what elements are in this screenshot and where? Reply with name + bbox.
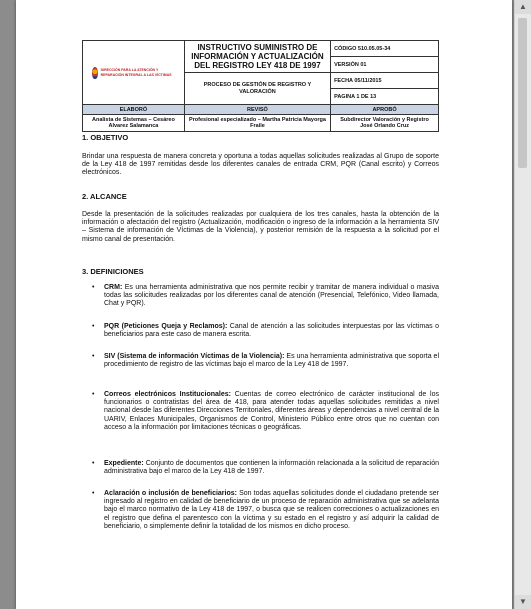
vertical-scrollbar[interactable] [514, 0, 531, 609]
definition-item [92, 490, 439, 531]
definition-item [92, 323, 439, 339]
document-code: CÓDIGO 510.05.05-34 [331, 41, 439, 57]
aprobo-header: APROBÓ [331, 105, 439, 115]
definition-term: Correos electrónicos Institucionales: [104, 391, 231, 398]
definition-text: Es una herramienta administrativa que nos permite recibir y tramitar de manera individual o masiva todas las solicitudes realizadas por los diferentes canal de atención (Presencial, Telefónico, Video llamada, Chat y PQR). [104, 284, 439, 308]
coat-of-arms-icon [92, 67, 98, 79]
logo-text: DIRECCIÓN PARA LA ATENCIÓN Y REPARACIÓN INTEGRAL A LAS VÍCTIMAS [100, 68, 172, 77]
document-title: INSTRUCTIVO SUMINISTRO DE INFORMACIÓN Y ACTUALIZACIÓN DEL REGISTRO LEY 418 DE 1997 [184, 41, 330, 73]
definition-text: Es una herramienta administrativa que soporta el procedimiento de registro de las víctimas bajo el marco de la Ley 418 de 1997. [104, 353, 439, 369]
header-table [82, 40, 439, 132]
page-number: PAGINA 1 DE 13 [331, 89, 439, 105]
elaboro-value: Analista de Sistemas – Cesáreo Alvarez Salamanca [83, 115, 185, 132]
process-name: PROCESO DE GESTIÓN DE REGISTRO Y VALORACIÓN [184, 73, 330, 105]
scroll-up-icon[interactable]: ▲ [515, 0, 531, 14]
bullet-icon: • [92, 284, 95, 291]
definition-text: Conjunto de documentos que contienen la información relacionada a la solicitud de reparación administrativa bajo el marco de la Ley 418 de 1997. [104, 460, 439, 476]
aprobo-value: Subdirector Valoración y Registro José Orlando Cruz [331, 115, 439, 132]
bullet-icon: • [92, 323, 95, 330]
scroll-down-icon[interactable]: ▼ [515, 595, 531, 609]
section-objetivo-text: Brindar una respuesta de manera concreta y oportuna a todas aquellas solicitudes realizadas al Grupo de soporte de la Ley 418 de 1997 remitidas desde los diferentes canales de entrada CRM, PQR (Canal escrito) y Correos electrónicos. [82, 153, 439, 177]
document-version: VERSIÓN 01 [331, 57, 439, 73]
scrollbar-thumb[interactable] [518, 18, 527, 168]
section-definiciones-title: 3. DEFINICIONES [82, 267, 144, 276]
document-date: FECHA 05/11/2015 [331, 73, 439, 89]
bullet-icon: • [92, 353, 95, 360]
logo-cell [83, 41, 185, 105]
definition-item [92, 391, 440, 432]
definition-term: CRM: [104, 284, 123, 291]
bullet-icon: • [92, 460, 95, 467]
bullet-icon: • [92, 391, 95, 398]
definition-term: SIV (Sistema de información Víctimas de la Violencia): [104, 353, 285, 360]
reviso-header: REVISÓ [184, 105, 330, 115]
definition-term: PQR (Peticiones Queja y Reclamos): [104, 323, 228, 330]
definition-item [92, 353, 439, 369]
definition-item [92, 284, 439, 309]
definition-item [92, 460, 439, 476]
document-page [16, 0, 512, 609]
definition-text: Son todas aquellas solicitudes donde el ciudadano pretende ser ingresado al registro en calidad de beneficiario de un proceso de reparación administrativa que se adelanta bajo el marco normativo de la Ley 418 de 1997, o busca que se realicen correcciones o actualizaciones en el registro que defina el parentesco con la víctima y su estado en el registro y así adquirir la calidad de beneficiario, o simplemente definir la totalidad de los mismos en dicho proceso. [104, 490, 439, 530]
section-objetivo-title: 1. OBJETIVO [82, 133, 129, 142]
definition-term: Expediente: [104, 460, 144, 467]
elaboro-header: ELABORÓ [83, 105, 185, 115]
page-content [82, 40, 440, 530]
section-alcance-text: Desde la presentación de la solicitudes realizadas por cualquiera de los tres canales, hasta la obtención de la información o afectación del registro (Actualización, modificación o ingreso de la información a la herramienta SIV – Sistema de información de Víctimas de la Violencia), y posterior remisión de la respuesta a la solicitud por el mismo canal de presentación. [82, 211, 439, 243]
definition-term: Aclaración o inclusión de beneficiarios: [104, 490, 237, 497]
section-alcance-title: 2. ALCANCE [82, 192, 127, 201]
definition-text: Canal de atención a las solicitudes interpuestas por las víctimas o beneficiarios para este caso de manera escrita. [104, 323, 439, 339]
reviso-value: Profesional especializado – Martha Patricia Mayorga Fraile [184, 115, 330, 132]
definition-text: Cuentas de correo electrónico de carácter institucional de los funcionarios o contratistas del área de 418, para atender todas aquellas solicitudes remitidas a nivel nacional desde las diferentes Direcciones Territoriales, diferentes áreas y dependencias a nivel central de la UARIV, Enlaces Municipales, Organismos de Control, Ministerio Público entre otros que no cuentan con acceso a la información por limitaciones técnicas o geográficas. [104, 391, 440, 431]
bullet-icon: • [92, 490, 95, 497]
